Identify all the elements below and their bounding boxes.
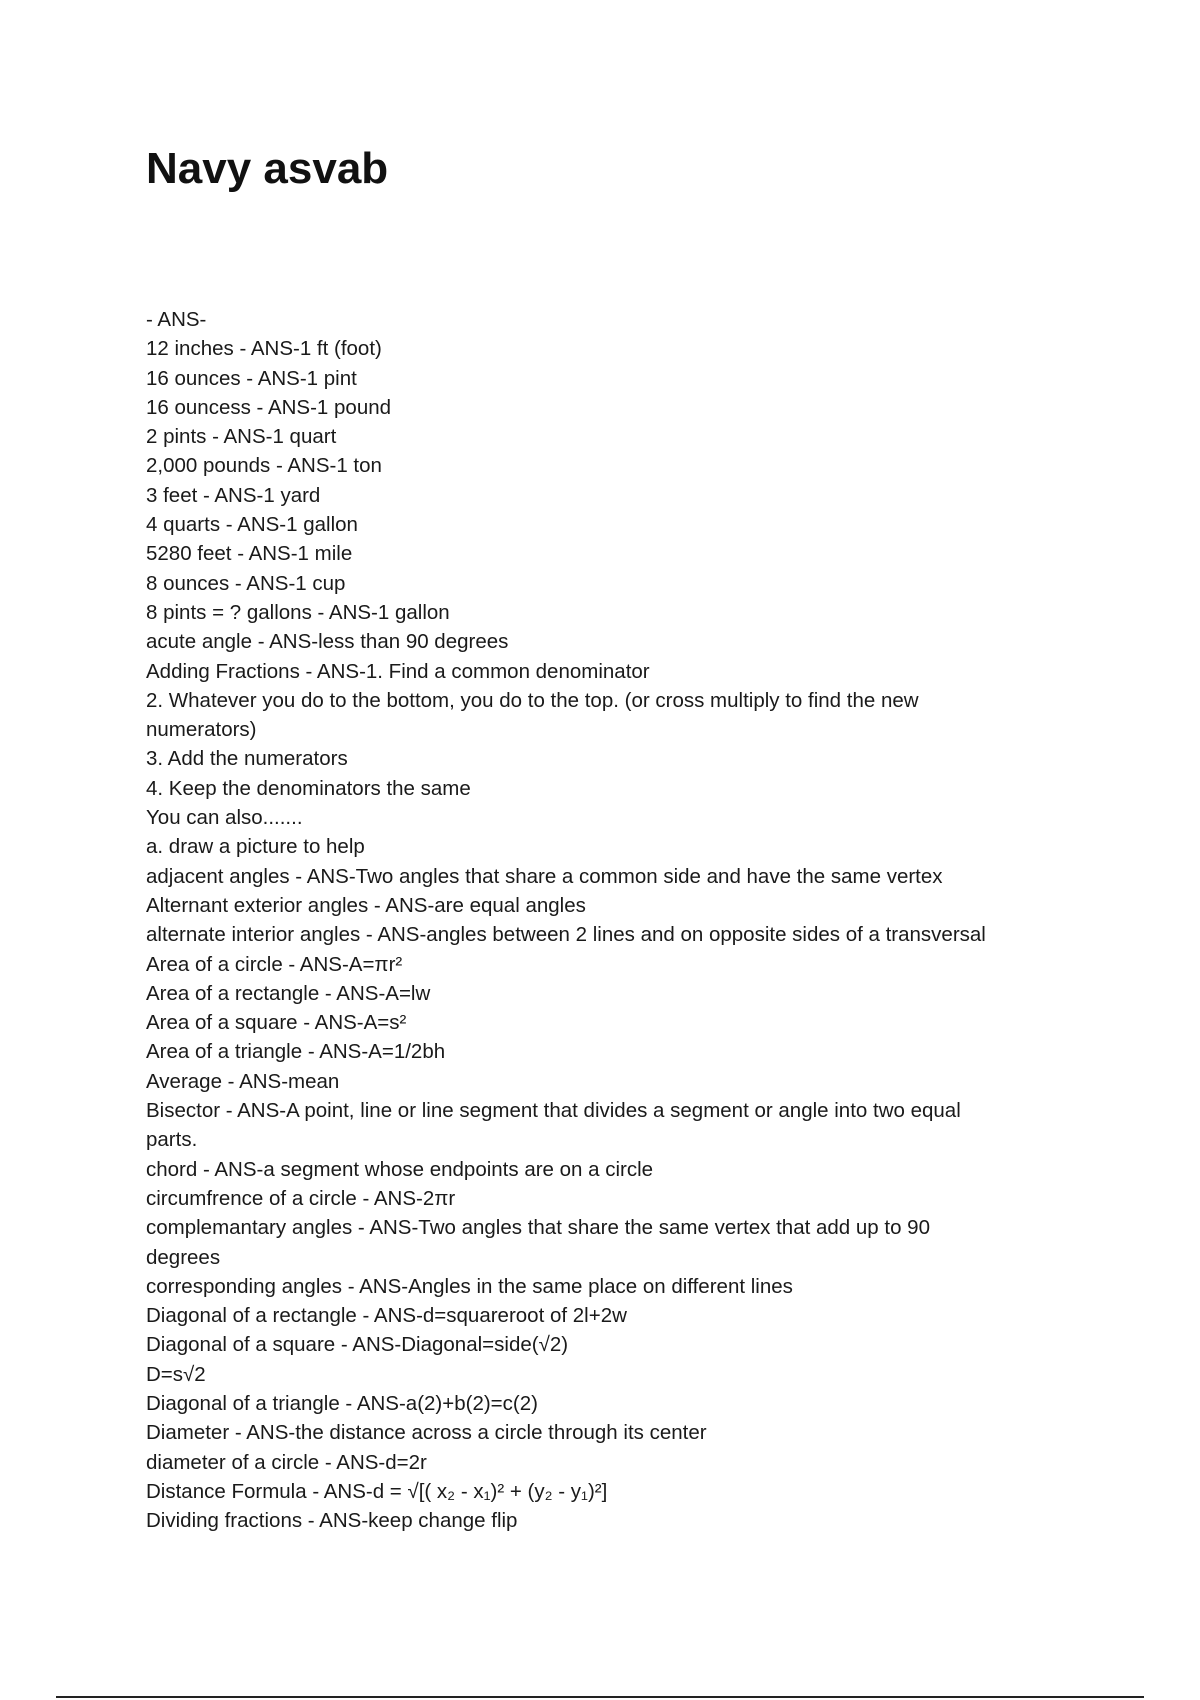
text-line: 16 ounces - ANS-1 pint [146,366,357,390]
text-line: 8 ounces - ANS-1 cup [146,571,346,595]
text-line: alternate interior angles - ANS-angles between 2 lines and on opposite sides of a transversal [146,923,986,947]
text-line: Diagonal of a rectangle - ANS-d=squareroot of 2l+2w [146,1304,627,1328]
text-line: circumfrence of a circle - ANS-2πr [146,1186,456,1210]
text-line: Alternant exterior angles - ANS-are equal angles [146,893,586,917]
text-line: numerators) [146,718,257,742]
text-line: 5280 feet - ANS-1 mile [146,542,353,566]
text-line: Area of a circle - ANS-A=πr² [146,952,403,976]
text-line: 4 quarts - ANS-1 gallon [146,513,358,537]
text-line: chord - ANS-a segment whose endpoints are on a circle [146,1157,654,1181]
text-line: acute angle - ANS-less than 90 degrees [146,630,509,654]
text-line: 3. Add the numerators [146,747,348,771]
text-line: 2. Whatever you do to the bottom, you do to the top. (or cross multiply to find the new [146,688,919,712]
text-line: 8 pints = ? gallons - ANS-1 gallon [146,600,450,624]
text-line: 2 pints - ANS-1 quart [146,425,337,449]
text-line: - ANS- [146,308,207,331]
text-line: adjacent angles - ANS-Two angles that share a common side and have the same vertex [146,864,943,888]
text-line: Bisector - ANS-A point, line or line segment that divides a segment or angle into two equal [146,1099,961,1123]
text-line: 16 ouncess - ANS-1 pound [146,395,392,419]
text-line: Area of a square - ANS-A=s² [146,1011,407,1035]
text-line: Diagonal of a triangle - ANS-a(2)+b(2)=c(2) [146,1391,538,1415]
text-line: 3 feet - ANS-1 yard [146,483,321,507]
text-line: Diagonal of a square - ANS-Diagonal=side(√2) [146,1333,569,1357]
text-line: diameter of a circle - ANS-d=2r [146,1450,427,1474]
document-title: Navy asvab [146,144,389,193]
text-line: parts. [146,1128,198,1152]
text-line: Adding Fractions - ANS-1. Find a common denominator [146,659,650,683]
text-line: a. draw a picture to help [146,835,365,859]
footer-divider [56,1696,1144,1698]
text-line: degrees [146,1245,221,1269]
text-line: 12 inches - ANS-1 ft (foot) [146,337,382,361]
text-line: 2,000 pounds - ANS-1 ton [146,454,382,478]
document-body [146,305,1066,1535]
text-line: 4. Keep the denominators the same [146,776,471,800]
text-line: D=s√2 [146,1362,206,1386]
text-line: Area of a triangle - ANS-A=1/2bh [146,1040,446,1064]
text-line: complemantary angles - ANS-Two angles that share the same vertex that add up to 90 [146,1216,930,1240]
text-line: Distance Formula - ANS-d = √[( x₂ - x₁)² + (y₂ - y₁)²] [146,1479,608,1503]
text-line: Average - ANS-mean [146,1069,340,1093]
text-line: corresponding angles - ANS-Angles in the same place on different lines [146,1274,793,1298]
text-line: You can also....... [146,806,303,830]
text-line: Area of a rectangle - ANS-A=lw [146,981,431,1005]
text-line: Dividing fractions - ANS-keep change flip [146,1509,518,1533]
text-line: Diameter - ANS-the distance across a circle through its center [146,1421,707,1445]
